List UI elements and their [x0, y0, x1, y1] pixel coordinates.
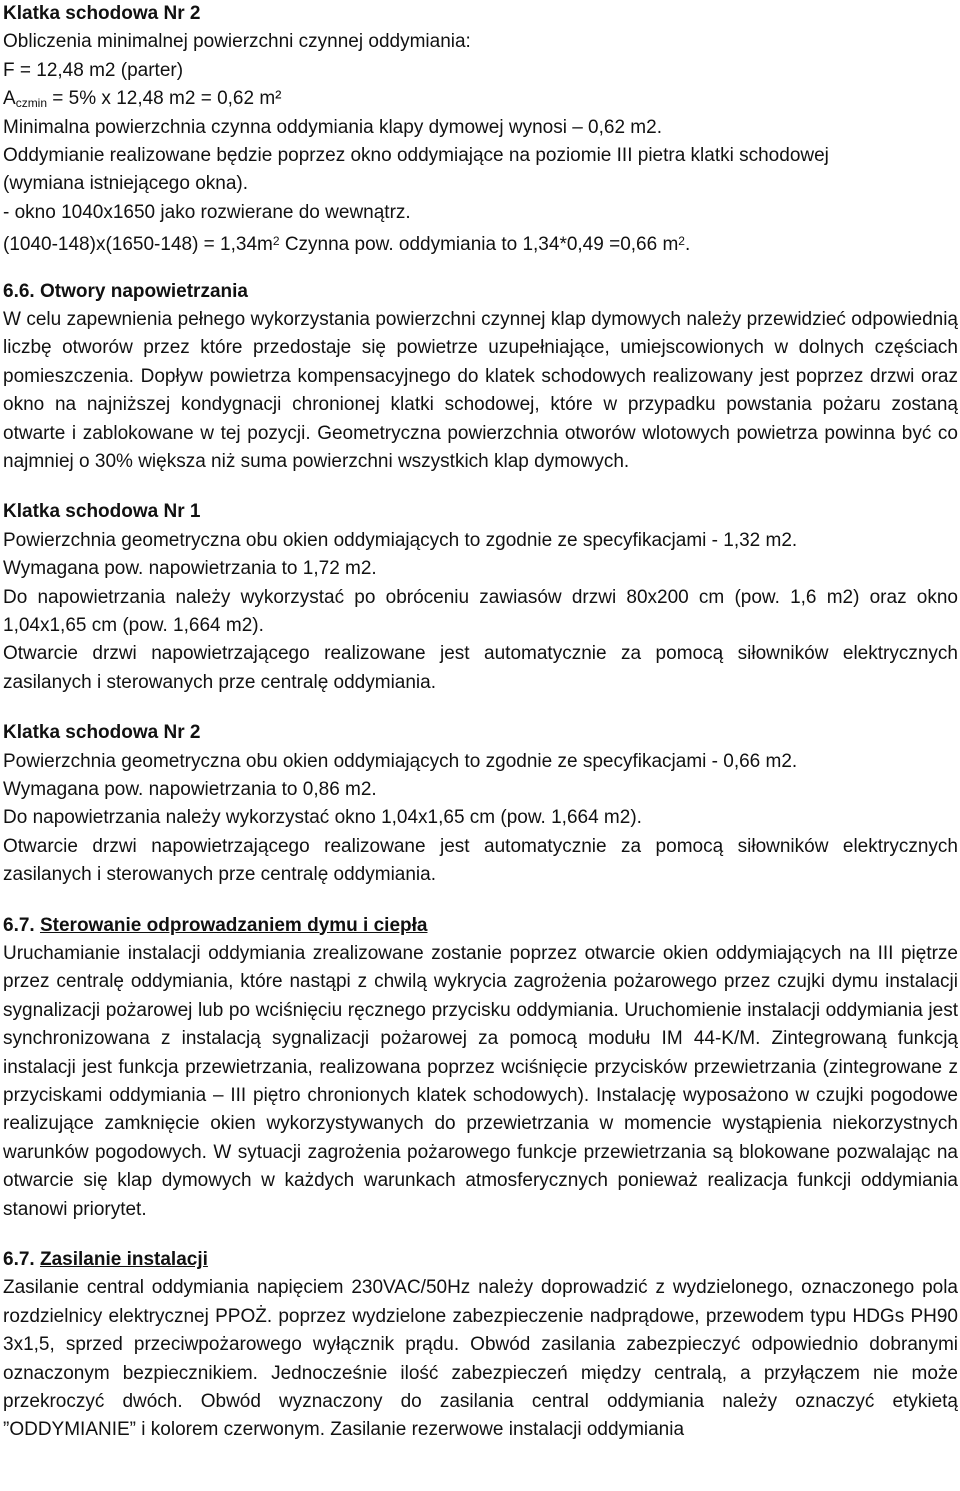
section-title-klatka-2: Klatka schodowa Nr 2 [3, 3, 201, 24]
text-line: F = 12,48 m2 (parter) [3, 59, 184, 81]
paragraph: Uruchamianie instalacji oddymiania zrealizowane zostanie poprzez otwarcie okien oddymiających na III piętrze przez centralę oddymiania, które nastąpi z chwilą wykrycia zagrożenia pożarowego przez czujki dymu instalacji sygnalizacji pożarowej lub po wciśnięciu ręcznego przycisku oddymiania. Uruchomienie instalacji oddymiania jest synchronizowana z instalacją sygnalizacji pożarowej za pomocą modułu IM 44-K/M. Zintegrowaną funkcją instalacji jest funkcja przewietrzania, realizowana poprzez wciśnięcie przycisków przewietrzania (zintegrowane z przyciskami oddymiania – III piętro chronionych klatek schodowych). Instalację wyposażono w czujki pogodowe realizujące zamknięcie okien wykorzystywanych do przewietrzania w momencie wystąpienia niekorzystnych warunków pogodowych. W sytuacji zagrożenia pożarowego funkcje przewietrzania są blokowane pozwalając na otwarcie się klap dymowych w każdych warunkach atmosferycznych ponieważ realizacja funkcji oddymiania stanowi priorytet. [3, 942, 958, 1220]
text-line: Powierzchnia geometryczna obu okien oddymiających to zgodnie ze specyfikacjami - 0,66 m2. [3, 750, 798, 772]
text-line: (wymiana istniejącego okna). [3, 173, 249, 195]
paragraph: Zasilanie central oddymiania napięciem 230VAC/50Hz należy doprowadzić z wydzielonego, oznaczonego pola rozdzielnicy elektrycznej PPOŻ. poprzez wydzielone zabezpieczenie nadprądowe, przewodem typu HDGs PH90 3x1,5, sprzed przeciwpożarowego wyłącznik prądu. Obwód zasilania zabezpieczyć odpowiednio dobranymi oznaczonym bezpiecznikiem. Jednocześnie ilość zabezpieczeń między centralą, a przyłączem nie może przekroczyć dwóch. Obwód wyznaczony do zasilania central oddymiania należy oznaczyć etykietą ”ODDYMIANIE” i kolorem czerwonym. Zasilanie rezerwowe instalacji oddymiania [3, 1277, 958, 1441]
text-line: Powierzchnia geometryczna obu okien oddymiających to zgodnie ze specyfikacjami - 1,32 m2. [3, 529, 798, 551]
section-heading-6-7-sterowanie: 6.7. Sterowanie odprowadzaniem dymu i ciepła [3, 914, 428, 936]
text-line: Minimalna powierzchnia czynna oddymiania klapy dymowej wynosi – 0,62 m2. [3, 116, 662, 138]
section-title-klatka-1: Klatka schodowa Nr 1 [3, 501, 201, 523]
paragraph: Do napowietrzania należy wykorzystać po obróceniu zawiasów drzwi 80x200 cm (pow. 1,6 m2) oraz okno 1,04x1,65 cm (pow. 1,664 m2). [3, 586, 958, 636]
paragraph: Otwarcie drzwi napowietrzającego realizowane jest automatycznie za pomocą siłowników elektrycznych zasilanych i sterowanych prze centralę oddymiania. [3, 643, 958, 693]
section-heading-6-6: 6.6. Otwory napowietrzania [3, 280, 248, 302]
text-line: Wymagana pow. napowietrzania to 1,72 m2. [3, 558, 377, 580]
text-line: Do napowietrzania należy wykorzystać okno 1,04x1,65 cm (pow. 1,664 m2). [3, 807, 642, 829]
text-line: Wymagana pow. napowietrzania to 0,86 m2. [3, 778, 377, 800]
section-title-klatka-2-b: Klatka schodowa Nr 2 [3, 722, 201, 744]
paragraph: Otwarcie drzwi napowietrzającego realizowane jest automatycznie za pomocą siłowników elektrycznych zasilanych i sterowanych prze centralę oddymiania. [3, 835, 958, 886]
text-line: - okno 1040x1650 jako rozwierane do wewnątrz. [3, 201, 411, 223]
formula-line: $(1040-148)x(1650-148) = 1,34m^2$ Czynna pow. oddymiania to 1,34*0,49 =0,66 $m^2$. [3, 234, 691, 256]
text-line: Obliczenia minimalnej powierzchni czynnej oddymiania: [3, 31, 471, 53]
text-line: Oddymianie realizowane będzie poprzez okno oddymiające na poziomie III pietra klatki schodowej [3, 144, 829, 166]
section-heading-6-7-zasilanie: 6.7. Zasilanie instalacji [3, 1248, 208, 1270]
formula-line: $A_{czmin} = 5\%$ x 12,48 m2 = 0,62 m² [3, 88, 282, 111]
paragraph: W celu zapewnienia pełnego wykorzystania powierzchni czynnej klap dymowych należy przewidzieć odpowiednią liczbę otworów przez które przedostaje się powietrze uzupełniające, umiejscowionych w dolnych częściach pomieszczenia. Dopływ powietrza kompensacyjnego do klatek schodowych realizowany jest poprzez drzwi oraz okno na najniższej kondygnacji chronionej klatki schodowej, które w przypadku powstania pożaru zostaną otwarte i zablokowane w tej pozycji. Geometryczna powierzchnia otworów wlotowych powietrza powinna być co najmniej o 30% większa niż suma powierzchni wszystkich klap dymowych. [3, 308, 958, 472]
